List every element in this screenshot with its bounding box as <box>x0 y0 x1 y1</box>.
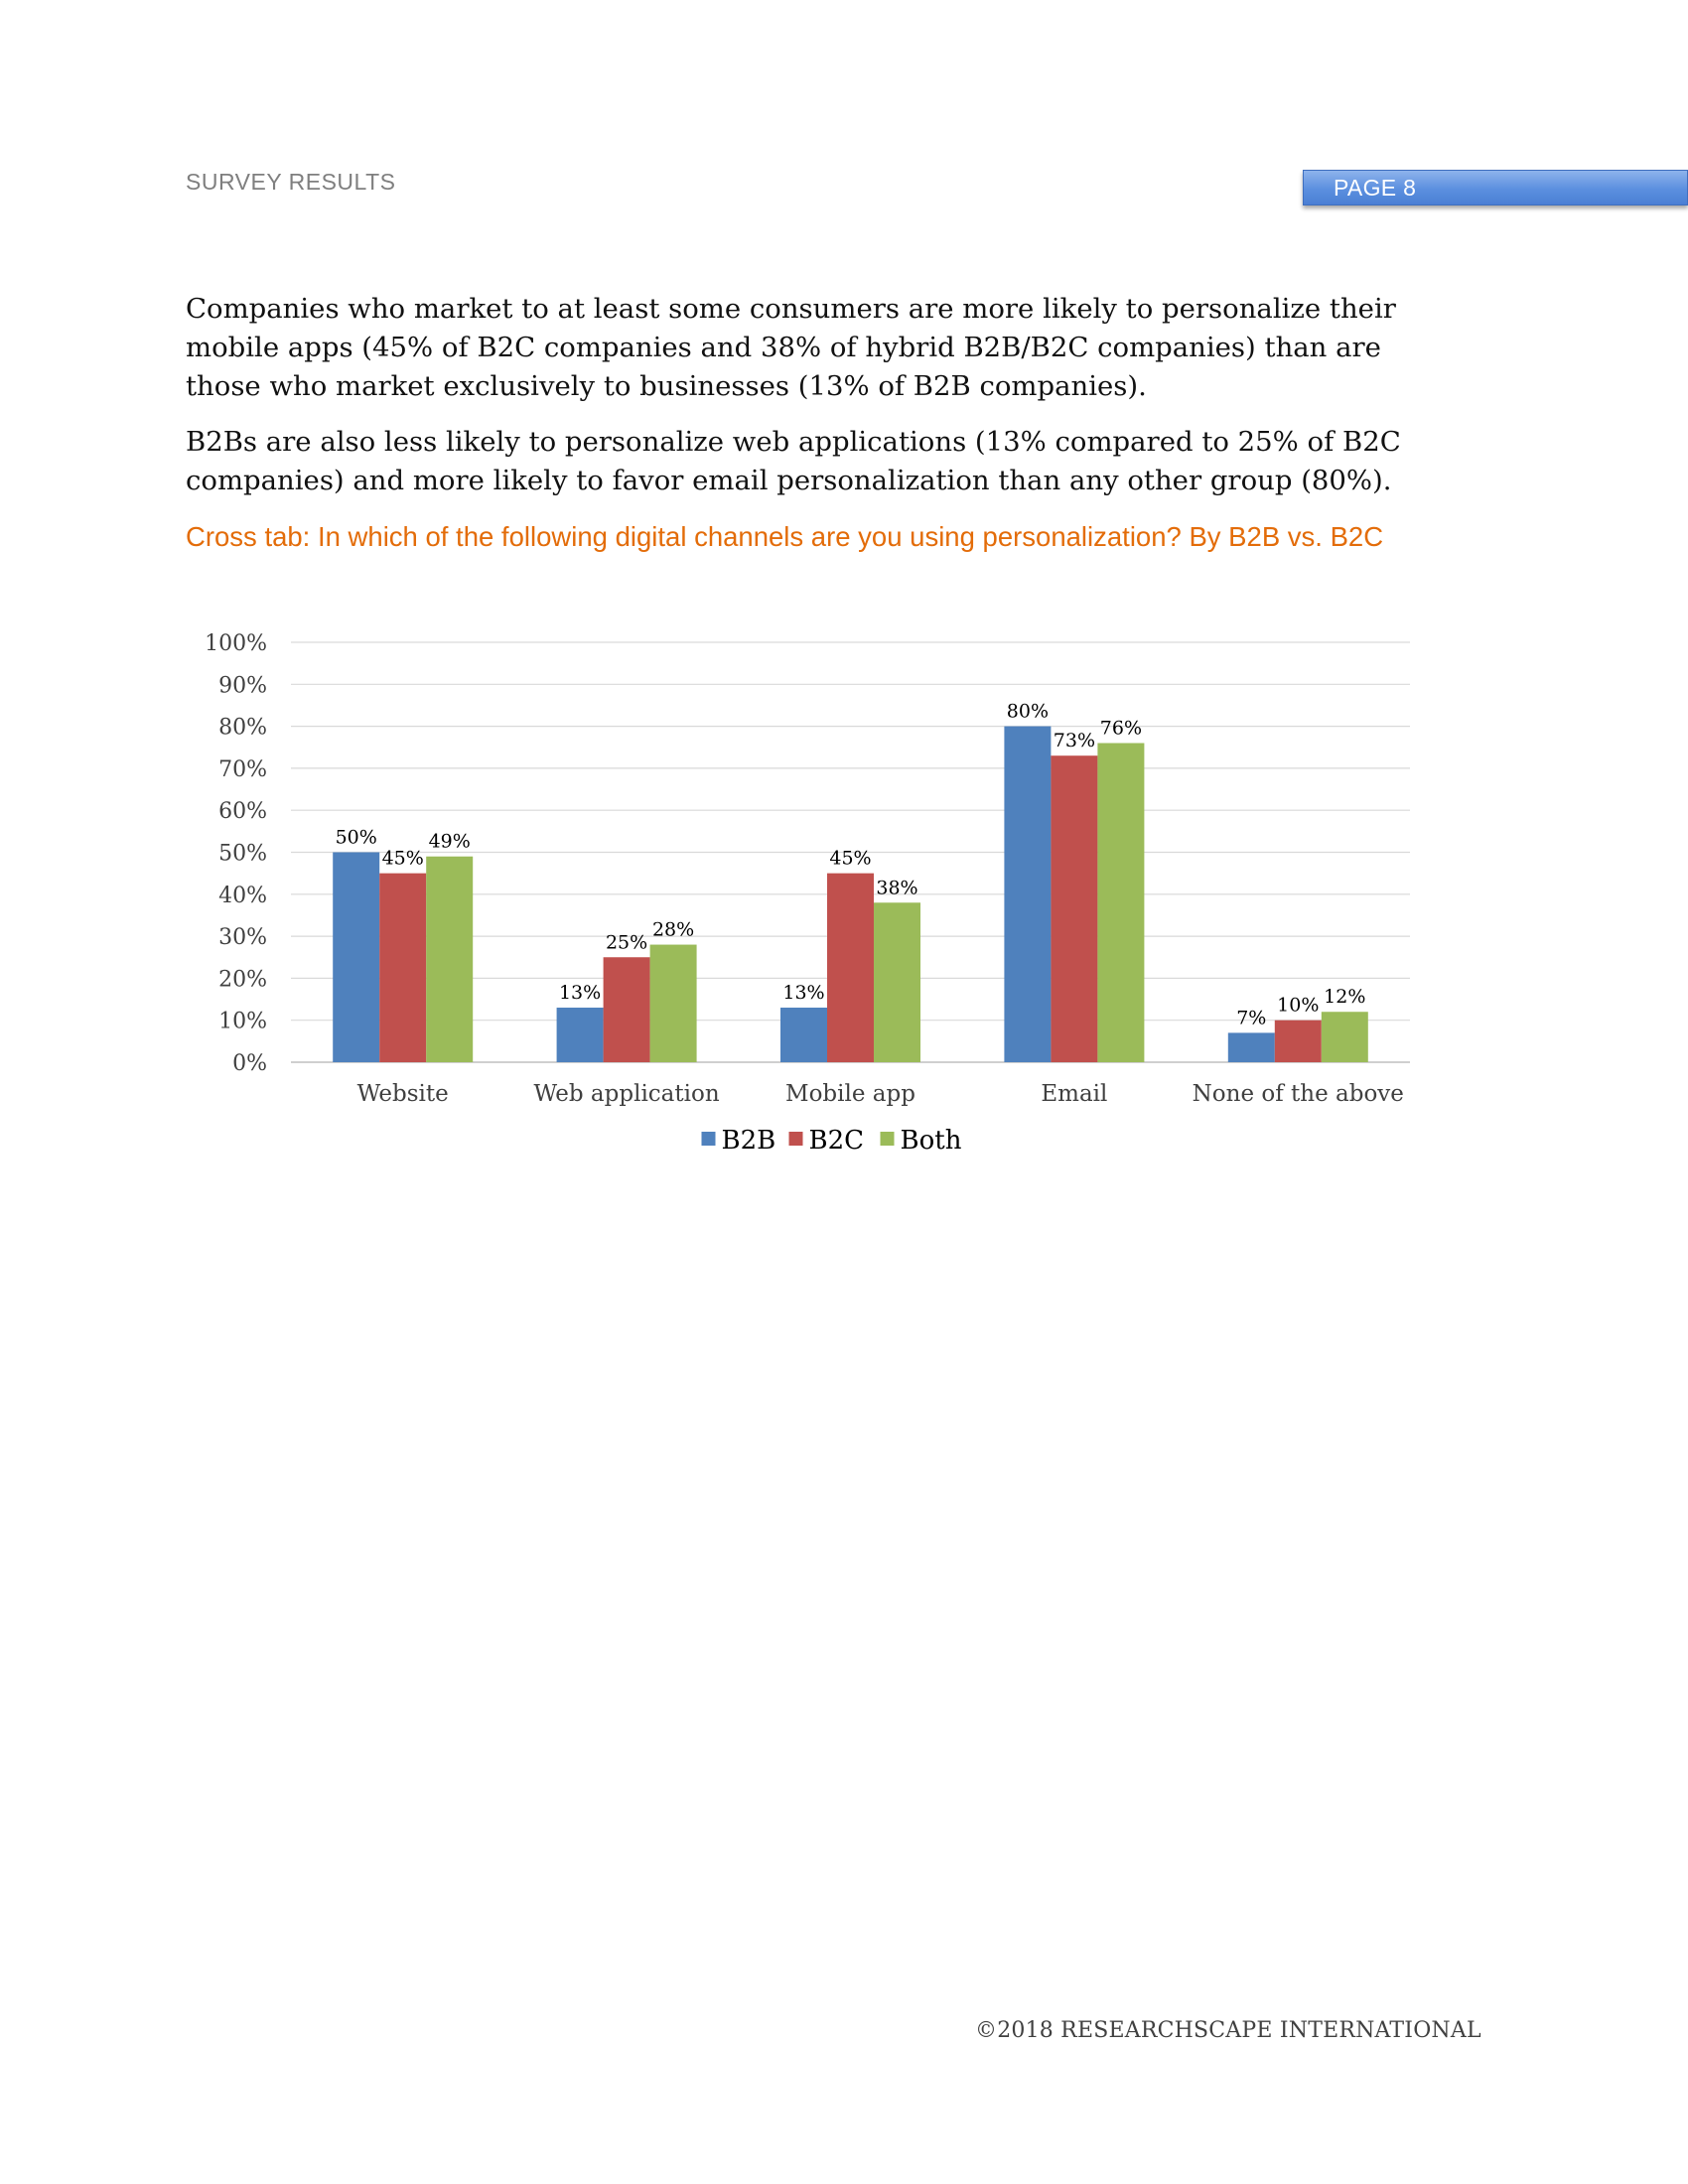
body-paragraph-1: Companies who market to at least some consumers are more likely to personalize their mobile apps (45% of B2C companies and 38% of hybrid B2B/B2C companies) than are those who market exclusively to businesses (13% of B2B companies). <box>186 293 1396 402</box>
y-tick-label: 60% <box>218 799 267 825</box>
y-tick-label: 10% <box>218 1009 267 1034</box>
bar-both-email <box>1097 744 1144 1062</box>
bar-both-website <box>426 857 473 1062</box>
body-paragraph-2: B2Bs are also less likely to personalize web applications (13% compared to 25% of B2C companies) and more likely to favor email personalization than any other group (80%). <box>186 426 1401 496</box>
data-label: 38% <box>876 877 918 899</box>
legend-swatch-b2c <box>789 1132 803 1146</box>
data-label: 7% <box>1236 1007 1267 1029</box>
data-label: 49% <box>428 830 471 853</box>
bar-b2b-mobile-app <box>780 1008 827 1062</box>
bar-b2b-email <box>1004 727 1051 1062</box>
data-label: 28% <box>651 918 695 941</box>
x-category-label: Mobile app <box>785 1081 915 1107</box>
chart-caption: Cross tab: In which of the following digital channels are you using personalization? By B2B vs. B2C <box>186 521 1384 552</box>
x-category-label: Email <box>1041 1081 1108 1107</box>
bar-both-web-application <box>650 945 697 1062</box>
legend-swatch-b2b <box>702 1132 716 1146</box>
y-tick-label: 90% <box>218 673 267 699</box>
data-label: 76% <box>1099 717 1143 740</box>
y-tick-label: 30% <box>218 925 267 951</box>
bar-b2b-website <box>333 853 379 1063</box>
data-label: 10% <box>1277 994 1320 1017</box>
y-tick-label: 50% <box>218 841 267 867</box>
x-category-label: None of the above <box>1192 1081 1404 1107</box>
y-tick-label: 70% <box>218 756 267 782</box>
bar-both-mobile-app <box>874 902 920 1062</box>
y-tick-label: 40% <box>218 883 267 908</box>
footer-copyright: ©2018 RESEARCHSCAPE INTERNATIONAL <box>975 2018 1481 2043</box>
bar-both-none-of-the-above <box>1322 1012 1368 1062</box>
data-label: 45% <box>381 847 424 870</box>
x-category-label: Web application <box>533 1081 720 1107</box>
bar-b2c-none-of-the-above <box>1275 1021 1322 1062</box>
data-label: 45% <box>829 847 872 870</box>
data-label: 25% <box>605 931 648 954</box>
bar-b2c-mobile-app <box>827 874 874 1062</box>
y-tick-label: 80% <box>218 715 267 741</box>
data-label: 50% <box>335 826 377 849</box>
data-label: 13% <box>558 982 602 1005</box>
legend-label-b2c: B2C <box>808 1126 865 1156</box>
bar-b2c-web-application <box>604 957 650 1062</box>
y-tick-label: 100% <box>205 631 267 656</box>
bar-chart <box>179 615 1430 1181</box>
data-label: 80% <box>1006 700 1050 723</box>
legend-swatch-both <box>881 1132 895 1146</box>
data-label: 13% <box>782 982 825 1005</box>
x-category-label: Website <box>356 1081 449 1107</box>
data-label: 12% <box>1324 986 1366 1009</box>
section-header: SURVEY RESULTS <box>186 169 396 195</box>
bar-b2b-web-application <box>557 1008 604 1062</box>
y-tick-label: 0% <box>232 1051 267 1076</box>
bar-b2b-none-of-the-above <box>1228 1032 1275 1062</box>
y-tick-label: 20% <box>218 967 267 993</box>
bar-b2c-website <box>379 874 426 1062</box>
legend-label-both: Both <box>900 1126 962 1156</box>
legend-label-b2b: B2B <box>721 1126 776 1156</box>
data-label: 73% <box>1053 730 1096 752</box>
page-number-label: PAGE 8 <box>1334 175 1417 201</box>
bar-b2c-email <box>1051 755 1097 1062</box>
page-number-tab <box>1303 170 1688 205</box>
